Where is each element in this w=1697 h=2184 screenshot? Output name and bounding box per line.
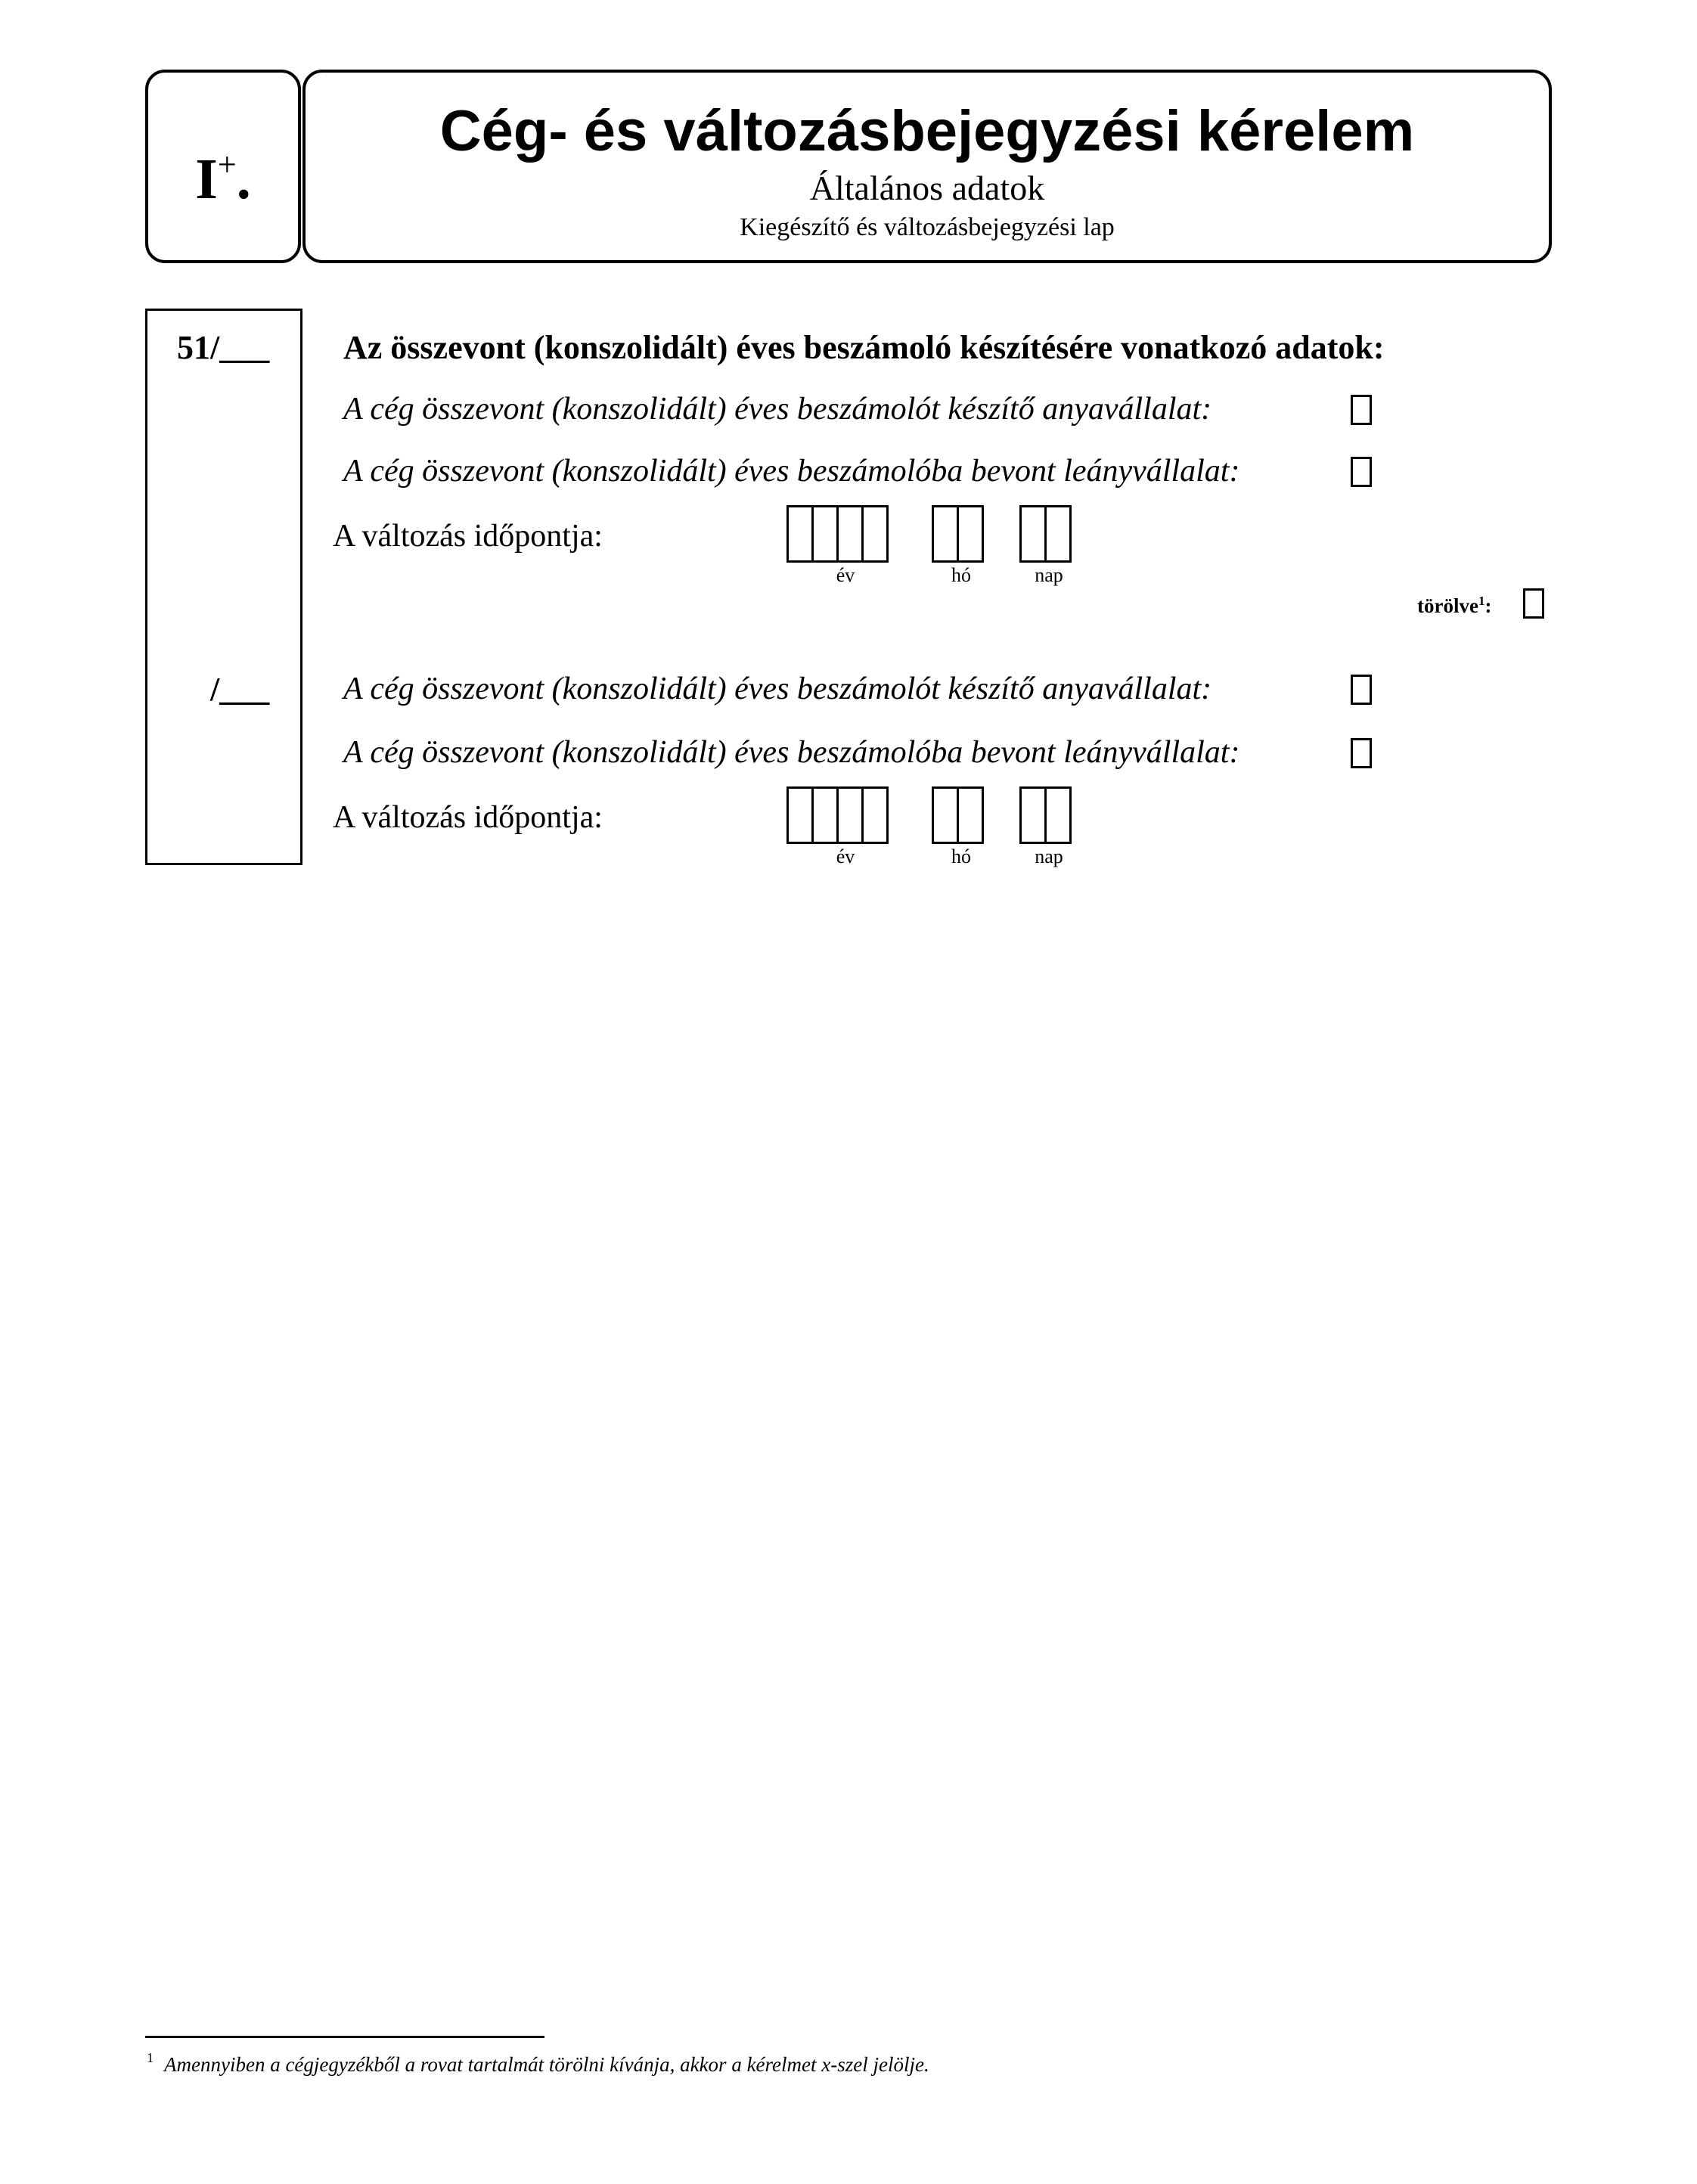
day-unit-label: nap (1035, 564, 1063, 586)
subsidiary-label: A cég összevont (konszolidált) éves beszámolóba bevont leányvállalat: (343, 735, 1240, 770)
change-date-label: A változás időpontja: (333, 800, 603, 835)
digit-box[interactable] (957, 786, 984, 844)
digit-box[interactable] (932, 786, 959, 844)
rovat-number-secondary: /___ (210, 671, 270, 708)
form-title: Cég- és változásbejegyzési kérelem (439, 99, 1415, 163)
digit-box[interactable] (1019, 505, 1047, 563)
form-title-box (302, 70, 1552, 263)
rovat-number-primary: 51/___ (177, 329, 270, 366)
digit-box[interactable] (1044, 786, 1072, 844)
digit-box[interactable] (786, 786, 814, 844)
digit-box[interactable] (932, 505, 959, 563)
rovat-heading: Az összevont (konszolidált) éves beszámoló készítésére vonatkozó adatok: (343, 329, 1385, 366)
month-unit-label: hó (951, 564, 971, 586)
form-subtitle-secondary: Kiegészítő és változásbejegyzési lap (740, 213, 1115, 241)
digit-box[interactable] (786, 505, 814, 563)
digit-box[interactable] (957, 505, 984, 563)
year-unit-label: év (836, 564, 855, 586)
digit-box[interactable] (1019, 786, 1047, 844)
change-date-label: A változás időpontja: (333, 519, 603, 554)
subsidiary-checkbox[interactable] (1351, 738, 1372, 768)
footnote-rule (145, 2036, 544, 2038)
subsidiary-label: A cég összevont (konszolidált) éves beszámolóba bevont leányvállalat: (343, 454, 1240, 489)
year-input[interactable] (786, 505, 889, 563)
month-unit-label: hó (951, 845, 971, 867)
parent-company-label: A cég összevont (konszolidált) éves beszámolót készítő anyavállalat: (343, 392, 1212, 427)
footnote-marker: 1 (147, 2050, 154, 2065)
section-number-box (145, 70, 301, 263)
digit-box[interactable] (836, 786, 864, 844)
parent-company-label: A cég összevont (konszolidált) éves beszámolót készítő anyavállalat: (343, 672, 1212, 706)
day-input[interactable] (1019, 505, 1072, 563)
digit-box[interactable] (861, 505, 889, 563)
year-unit-label: év (836, 845, 855, 867)
digit-box[interactable] (811, 786, 839, 844)
deleted-label: törölve$^1$: (1417, 594, 1492, 617)
section-number: I+. (195, 146, 251, 211)
digit-box[interactable] (861, 786, 889, 844)
parent-company-checkbox[interactable] (1351, 395, 1372, 425)
month-input[interactable] (932, 786, 984, 844)
year-input[interactable] (786, 786, 889, 844)
deleted-checkbox[interactable] (1523, 588, 1544, 619)
day-unit-label: nap (1035, 845, 1063, 867)
digit-box[interactable] (836, 505, 864, 563)
footnote-text: Amennyiben a cégjegyzékből a rovat tartalmát törölni kívánja, akkor a kérelmet x-szel jelölje. (164, 2053, 929, 2076)
parent-company-checkbox[interactable] (1351, 675, 1372, 705)
month-input[interactable] (932, 505, 984, 563)
digit-box[interactable] (1044, 505, 1072, 563)
rovat-number-column (145, 309, 302, 865)
footnote (147, 2051, 929, 2075)
form-subtitle: Általános adatok (809, 169, 1045, 207)
subsidiary-checkbox[interactable] (1351, 457, 1372, 487)
day-input[interactable] (1019, 786, 1072, 844)
digit-box[interactable] (811, 505, 839, 563)
